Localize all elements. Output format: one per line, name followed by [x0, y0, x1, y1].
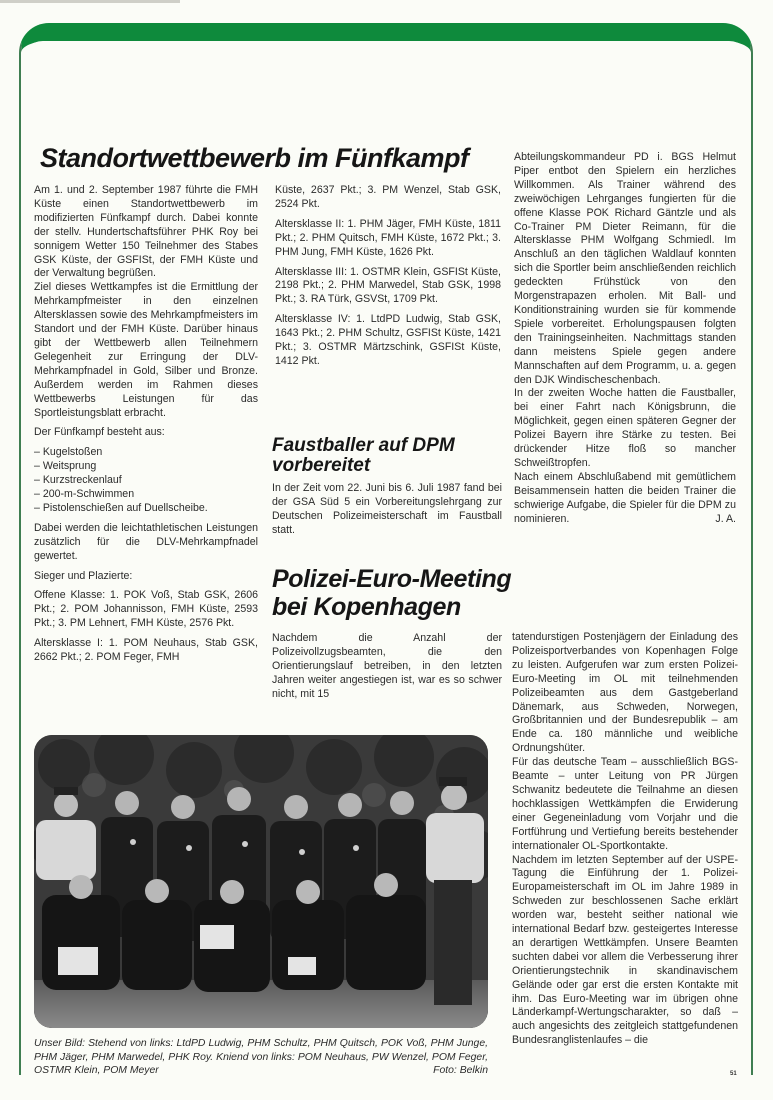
paragraph: In der Zeit vom 22. Juni bis 6. Juli 1987 fand bei der GSA Süd 5 ein Vorbereitungslehrgang zur Deutschen Polizeimeisterschaft im Faustball statt. [272, 482, 502, 536]
article2-column-1 [272, 482, 502, 544]
frame-inner-mask [21, 41, 751, 81]
paragraph: tatendurstigen Postenjägern der Einladung des Polizeisportverbandes von Kopenhagen Folge zu leisten. Aufgerufen war zum ersten Polizei-Euro-Meeting im OL mit teilnehmenden Polizeibeamten aus dem Gastgeberland Dänemark, aus Schweden, Norwegen, Großbritannien und der Bundesrepublik – am Ende ca. 180 männliche und weibliche Ordnungshüter. [512, 631, 738, 755]
article-title-euro-meeting: Polizei-Euro-Meeting bei Kopenhagen [272, 565, 512, 621]
paragraph: Nachdem im letzten September auf der USPE-Tagung die Einführung der 1. Polizei-Europameisterschaft im OL im Jahre 1989 in Schweden zur beschlossenen Sache erklärt worden war, besteht seither national wie international Bedarf bzw. gesteigertes Interesse an derartigen Wettkämpfen. Unsere Beamten suchten dabei vor allem die Verbesserung ihrer Orientierungstechnik in skandinavischem Gelände oder gar erst die ersten Kontakte mit ihm. Das Euro-Meeting war im übrigen ohne Länderkampf-Wertungscharakter, so daß – auch angesichts des zeitgleich stattgefundenen Bundesranglistenlaufes – die [512, 853, 738, 1047]
article-title-faustballer: Faustballer auf DPM vorbereitet [272, 435, 455, 476]
frame-left-rule [19, 70, 21, 1075]
paragraph: Küste, 2637 Pkt.; 3. PM Wenzel, Stab GSK, 2524 Pkt. [275, 184, 501, 210]
paragraph: Ziel dieses Wettkampfes ist die Ermittlung der Mehrkampfmeister in den einzelnen Altersklassen sowie des Mehrkampfmeisters im Standort und der FMH Küste. Darüber hinaus gibt der Wettbewerb allen Teilnehmern Gelegenheit zur Erringung der DLV-Mehrkampfnadel in Gold, Silber und Bronze. Außerdem werden im Rahmen dieses Wettbewerbs Leistungen für das Sportleistungsblatt erbracht. [34, 281, 258, 419]
article3-column-1 [272, 632, 502, 708]
article1-column-1 [34, 184, 258, 671]
paragraph: Altersklasse IV: 1. LtdPD Ludwig, Stab GSK, 1643 Pkt.; 2. PHM Schultz, GSFISt Küste, 1421 Pkt.; 3. OSTMR Märtzschink, GSFISt Küste, 1412 Pkt. [275, 313, 501, 367]
article2-column-2 [514, 151, 736, 526]
list-item: – Pistolenschießen auf Duellscheibe. [34, 501, 208, 514]
paragraph: Altersklasse III: 1. OSTMR Klein, GSFISt Küste, 2198 Pkt.; 2. PHM Marwedel, Stab GSK, 1998 Pkt.; 3. RA Türk, GSVSt, 1709 Pkt. [275, 265, 501, 306]
paragraph: In der zweiten Woche hatten die Faustballer, bei einer Fahrt nach Königsbrunn, die Möglichkeit, gegen einen späteren Gegner der Polizei Bayern ihre Stärke zu testen. Bei drückender Hitze floß so mancher Schweißtropfen. [514, 387, 736, 469]
group-photo [34, 735, 488, 1028]
article3-column-2 [512, 631, 738, 1048]
list-item: – Kurzstreckenlauf [34, 474, 122, 487]
author-signature: J. A. [715, 512, 736, 525]
list-item: – 200-m-Schwimmen [34, 488, 135, 501]
group-photo-illustration [34, 735, 488, 1028]
list-item: – Weitsprung [34, 460, 97, 473]
photo-credit: Foto: Belkin [433, 1065, 488, 1077]
paragraph: Offene Klasse: 1. POK Voß, Stab GSK, 2606 Pkt.; 2. POM Johannisson, FMH Küste, 2593 Pkt.; 3. PM Lehnert, FMH Küste, 2576 Pkt. [34, 589, 258, 630]
scan-edge [0, 0, 180, 3]
paragraph: Für das deutsche Team – ausschließlich BGS-Beamte – unter Leitung von PR Jürgen Schwanitz bedeutete die Teilnahme an diesen hochklassigen Wettkämpfen die Erwiderung einer Gegeneinladung vom Vorjahr und die Fortführung und Vertiefung bereits bestehender internationaler OL-Sportkontakte. [512, 756, 738, 852]
paragraph: Dabei werden die leichtathletischen Leistungen zusätzlich für die DLV-Mehrkampfnadel gewertet. [34, 521, 258, 562]
paragraph: Altersklasse I: 1. POM Neuhaus, Stab GSK, 2662 Pkt.; 2. POM Feger, FMH [34, 637, 258, 664]
list-item: – Kugelstoßen [34, 446, 103, 459]
article1-column-2 [275, 184, 501, 375]
paragraph: Sieger und Plazierte: [34, 569, 133, 582]
paragraph: Nachdem die Anzahl der Polizeivollzugsbeamten, die den Orientierungslauf betreiben, in den letzten Jahren weiter angestiegen ist, war es so schwer nicht, mit 15 [272, 632, 502, 700]
article-title-fuenfkampf: Standortwettbewerb im Fünfkampf [40, 143, 469, 173]
caption-text: Unser Bild: Stehend von links: LtdPD Ludwig, PHM Schultz, PHM Quitsch, POK Voß, PHM Junge, PHM Jäger, PHM Marwedel, PHK Roy. Kniend von links: POM Neuhaus, PW Wenzel, POM Feger, OSTMR Klein, POM Meyer [34, 1038, 488, 1077]
frame-right-rule [751, 70, 753, 1075]
paragraph: Am 1. und 2. September 1987 führte die FMH Küste einen Standortwettbewerb im modifizierten Fünfkampf durch. Dabei konnte der stellv. Hundertschaftsführer PHK Roy bei sonnigem Wetter 150 Teilnehmer des Stabes GSK Küste, der GSFISt, der FMH Küste und der Verwaltung begrüßen. [34, 184, 258, 280]
photo-caption [34, 1037, 488, 1078]
discipline-list [34, 446, 258, 516]
paragraph: Abteilungskommandeur PD i. BGS Helmut Piper entbot den Spielern ein herzliches Willkommen. Als Trainer während des zweiwöchigen Lehrganges fungierten für die offene Klasse POK Richard Gäntzle und als Co-Trainer PM Dieter Reimann, für die Altersklasse PHM Wolfgang Schmiedl. Im Anschluß an den täglichen Waldlauf konnten sich die Sportler beim anschließenden reichlich gedeckten Frühstück von den Morgenstrapazen erholen. Mit Ball- und Konditionstraining wurden sie für kommende Spiele vorbereitet. Erholungspausen folgten den Trainingseinheiten. Nachmittags standen dann meistens Spiele gegen andere Mannschaften auf dem Programm, u. a. gegen den DJK Windischeschenbach. [514, 151, 736, 386]
page-number: 51 [730, 1071, 737, 1077]
paragraph: Altersklasse II: 1. PHM Jäger, FMH Küste, 1811 Pkt.; 2. PHM Quitsch, FMH Küste, 1672 Pkt.; 3. PHM Jung, FMH Küste, 1626 Pkt. [275, 217, 501, 258]
paragraph: Der Fünfkampf besteht aus: [34, 426, 165, 439]
paragraph: Nach einem Abschlußabend mit gemütlichem Beisammensein hatten die beiden Trainer die schwierige Aufgabe, die Spieler für die DPM zu nominieren. J. A. [514, 470, 736, 525]
